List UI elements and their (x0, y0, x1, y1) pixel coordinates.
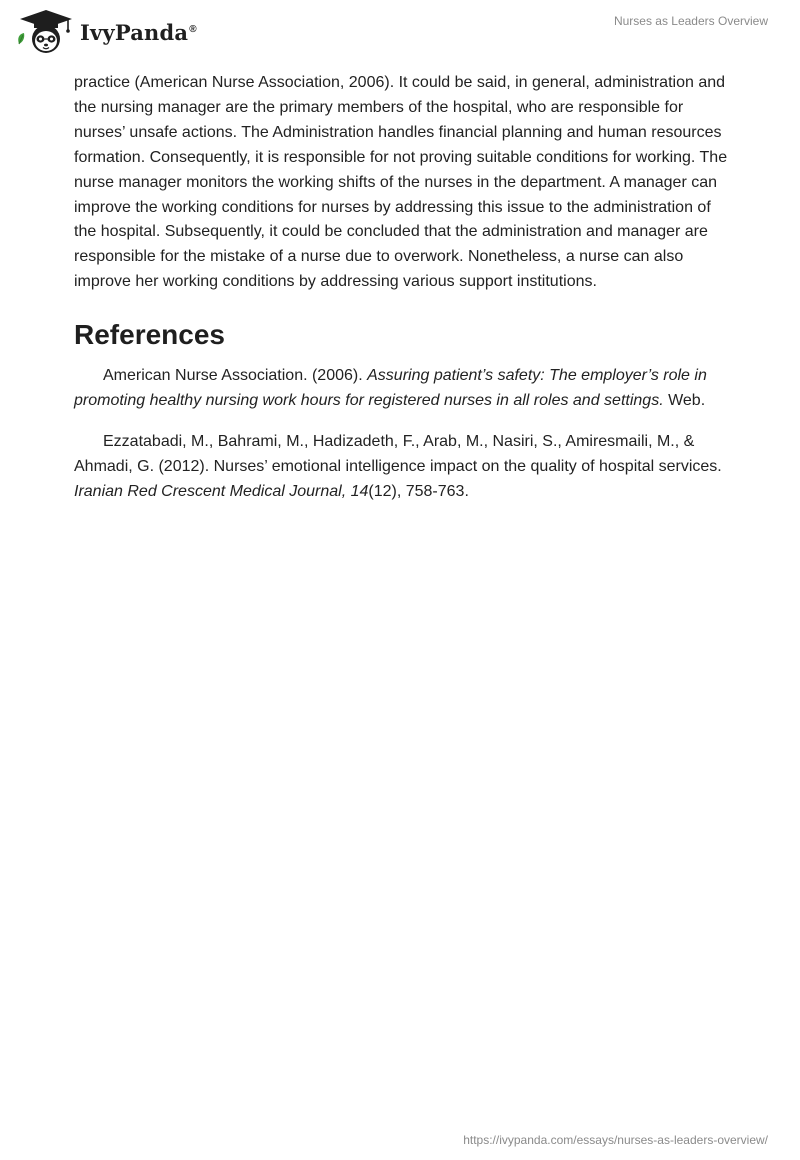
page-header (0, 0, 800, 60)
source-url[interactable]: https://ivypanda.com/essays/nurses-as-leaders-overview/ (463, 1133, 768, 1147)
references-heading: References (74, 319, 225, 351)
reference-title: Assuring patient’s safety: The employer’s role in promoting healthy nursing work hours for registered nurses in all roles and settings. (74, 367, 707, 410)
reference-tail: Web. (663, 392, 706, 410)
document-title: Nurses as Leaders Overview (613, 14, 768, 28)
reference-journal: Iranian Red Crescent Medical Journal, 14 (74, 482, 369, 500)
registered-mark: ® (189, 23, 197, 35)
reference-tail: (12), 758-763. (368, 482, 469, 500)
brand-logo[interactable] (16, 8, 197, 56)
reference-lead: Ezzatabadi, M., Bahrami, M., Hadizadeth, F., Arab, M., Nasiri, S., Amiresmaili, M., & Ahmadi, G. (2012). Nurses’ emotional intelligence impact on the quality of hospital services. (74, 432, 722, 475)
document-body (74, 71, 730, 505)
reference-lead: American Nurse Association. (2006). (103, 367, 368, 385)
reference-item (74, 430, 730, 505)
body-paragraph: practice (American Nurse Association, 2006). It could be said, in general, administration and the nursing manager are the primary members of the hospital, who are responsible for nurses’ unsafe actions. The Administration handles financial planning and human resources formation. Consequently, it is responsible for not proving suitable conditions for working. The nurse manager monitors the working shifts of the nurses in the department. A manager can improve the working conditions for nurses by addressing this issue to the administration of the hospital. Subsequently, it could be concluded that the administration and manager are responsible for the mistake of a nurse due to overwork. Nonetheless, a nurse can also improve her working conditions by addressing various support institutions. (74, 74, 728, 291)
reference-item (74, 364, 730, 414)
brand-name: IvyPanda® (80, 19, 197, 45)
panda-graduate-icon (16, 8, 74, 56)
